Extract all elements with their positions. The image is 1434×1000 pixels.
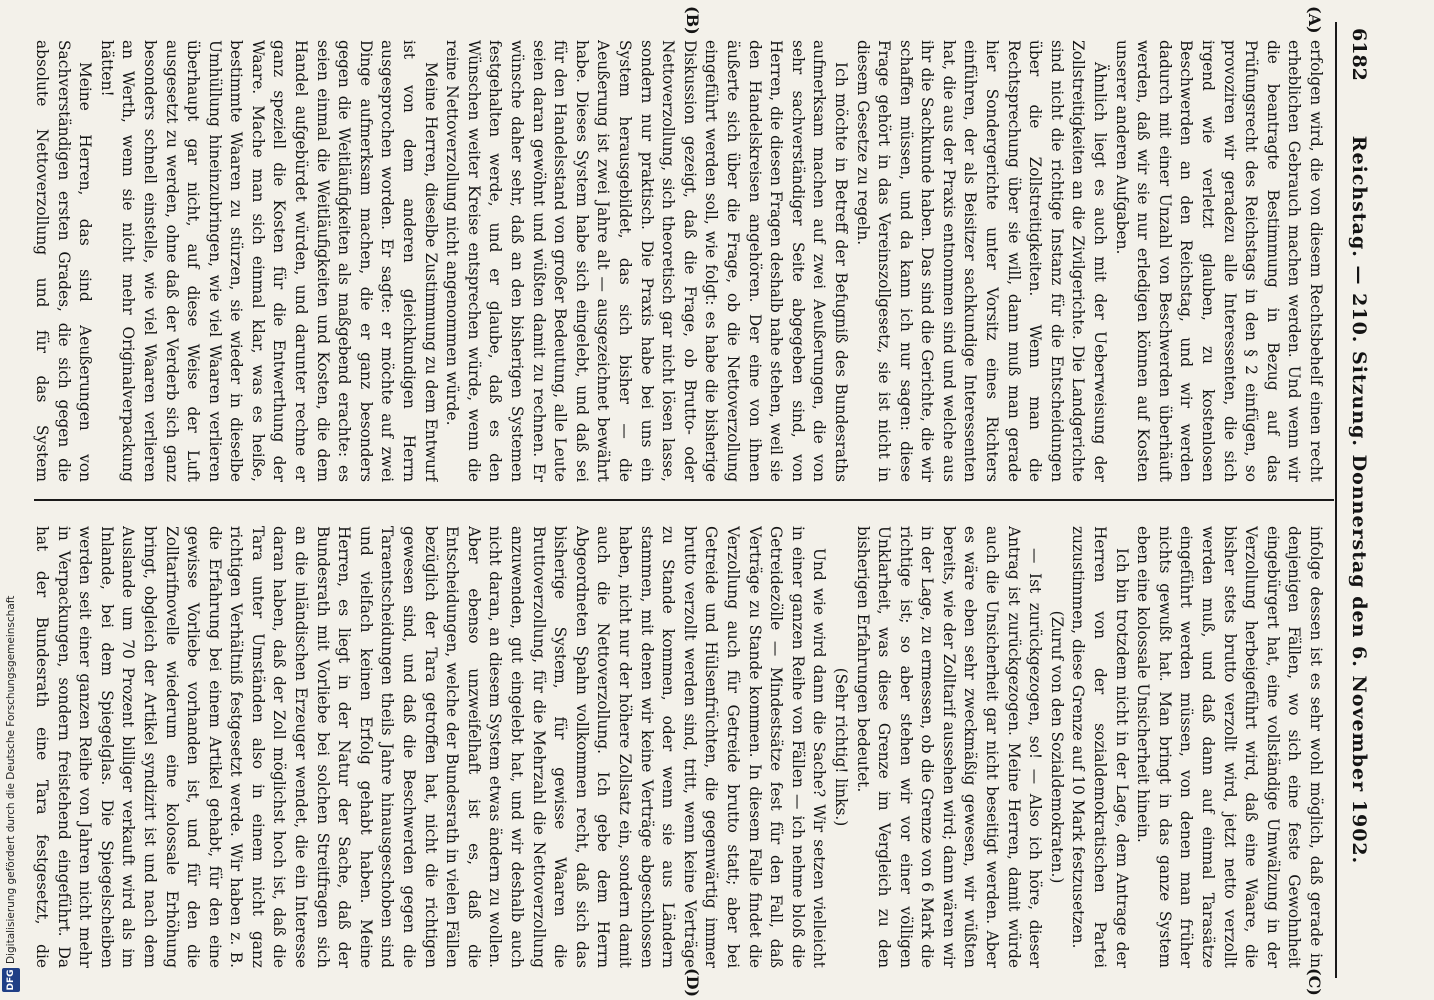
margin-marker-b: (B) xyxy=(683,6,702,35)
left-paragraph-3: Ich möchte in Betreff der Befugniß des Bundesraths aufmerksam machen auf zwei Aeußerungen, die von sehr sachverständiger Seite abgegeben sind, von Herren, die diesen Fragen deshalb nahe stehen, weil sie den Handelskreisen angehören. Der eine von ihnen äußerte sich über die Frage, ob die Nettoverzollung eingeführt werden soll, wie folgt: es habe die bisherige Diskussion gezeigt, daß die Frage, ob Brutto- oder Nettoverzollung, sich theoretisch gar nicht lösen lasse, sondern nur praktisch. Die Praxis habe bei uns ein System herausgebildet, das sich bisher — die Aeußerung ist zwei Jahre alt — ausgezeichnet bewährt habe. Dieses System habe sich eingelebt, und daß sei für den Handelsstand von großer Bedeutung, alle Leute seien daran gewöhnt und wüßten damit zu rechnen. Er wünsche daher sehr, daß an den bisherigen Systemen festgehalten werde, und er glaube, daß es den Wünschen weiter Kreise entsprechen würde, wenn die reine Nettoverzollung nicht angenommen würde. xyxy=(443,40,850,482)
digitization-credit xyxy=(4,595,18,994)
interjection-sehr-richtig: (Sehr richtig! links.) xyxy=(831,667,850,827)
dfg-logo-text: DFG xyxy=(6,969,16,991)
interjection-zuruf: (Zuruf von den Sozialdemokraten.) xyxy=(1047,610,1066,884)
margin-marker-c: (C) xyxy=(1305,968,1324,996)
header-rule xyxy=(1335,22,1337,978)
page-title: Reichstag. — 210. Sitzung. Donnerstag den 6. November 1902. xyxy=(1348,135,1370,865)
digitization-credit-text: Digitalisierung gefördert durch die Deutsche Forschungsgemeinschaft xyxy=(5,595,17,964)
page-header xyxy=(1344,28,1370,972)
dfg-logo xyxy=(2,968,20,992)
left-text-column xyxy=(30,40,1326,482)
right-paragraph-4: Und wie wird dann die Sache? Wir setzen vielleicht in einer ganzen Reihe von Fällen — ich nehme bloß die Getreidezölle — Mindestsätze fest für den Fall, daß Verträge zu Stande kommen. In diesem Falle findet die Verzollung auch für Getreide brutto statt; aber bei Getreide und Hülsenfrüchten, die gegenwärtig immer brutto verzollt werden sind, tritt, wenn keine Verträge zu Stande kommen, oder wenn sie aus Ländern stammen, mit denen wir keine Verträge abgeschlossen haben, nicht nur der höhere Zollsatz ein, sondern damit auch die Nettoverzollung. Ich gebe dem Herrn Abgeordneten Spahn vollkommen recht, daß sich das bisherige System, für gewisse Waaren die Bruttoverzollung, für die Mehrzahl die Nettoverzollung anzuwenden, gut eingelebt hat, und wir deshalb auch nicht daran, an diesem System etwas ändern zu wollen. Aber ebenso unzweifelhaft ist es, daß die Entscheidungen, welche der Bundesrath in vielen Fällen bezüglich der Tara getroffen hat, nicht die richtigen gewesen sind, und daß die Beschwerden gegen die Taraentscheidungen theils Jahre hinausgeschoben sind und vielfach keinen Erfolg gehabt haben. Meine Herren, es liegt in der Natur der Sache, daß der Bundesrath mit Vorliebe bei solchen Streitfragen sich an die inländischen Erzeuger wendet, die ein Interesse daran haben, daß der Zoll möglichst hoch ist, daß die Tara unter Umständen also in einem nicht ganz richtigen Verhältniß festgesetzt werde. Wir haben z. B. die Erfahrung bei einem Artikel gehabt, für den eine gewisse Vorliebe vorhanden ist, und für den die Zolltarifnovelle wiederum eine kolossale Erhöhung bringt, obgleich der Artikel syndizirt ist und nach dem Auslande um 70 Prozent billiger verkauft wird als im Inlande, bei dem Spiegelglas. Die Spiegelscheiben werden seit einer ganzen Reihe von Jahren nicht mehr in Verpackungen, sondern freistehend eingeführt. Da hat der Bundesrath eine Tara festgesetzt, die xyxy=(32,526,829,968)
right-text-column xyxy=(30,526,1326,968)
margin-marker-d: (D) xyxy=(683,968,702,998)
rotated-page-content xyxy=(2,0,1392,1000)
column-divider xyxy=(34,499,1334,501)
margin-marker-a: (A) xyxy=(1305,6,1324,34)
right-paragraph-1: infolge dessen ist es sehr wohl möglich, daß gerade in denjenigen Fällen, wo sich eine feste Gewohnheit eingebürgert hat, eine vollständige Umwälzung in der Verzollung herbeigeführt wird, daß eine Waare, die bisher stets brutto verzollt wird, jetzt netto verzollt werden muß, und daß dann auf einmal Tarasätze eingeführt werden müssen, von denen man früher nichts gewußt hat. Man bringt in das ganze System eben eine kolossale Unsicherheit hinein. xyxy=(1134,526,1325,968)
left-paragraph-2: Ähnlich liegt es auch mit der Ueberweisung der Zollstreitigkeiten an die Zivilgerichte. Die Landgerichte sind nicht die richtige Instanz für die Entscheidungen über die Zollstreitigkeiten. Wenn man die Rechtsprechung über sie will, dann muß man gerade hier Sondergerichte unter Vorsitz eines Richters einführen, der als Beisitzer sachkundige Interessenten hat, die aus der Praxis entnommen sind und welche aus ihr die Sachkunde haben. Das sind die Gerichte, die wir schaffen müssen, und da kann ich nur sagen: diese Frage gehört in das Vereinszollgesetz, sie ist nicht in diesem Gesetze zu regeln. xyxy=(853,40,1110,482)
left-paragraph-4: Meine Herren, dieselbe Zustimmung zu dem Entwurf ist von dem anderen gleichkundigen Herrn ausgesprochen worden. Er sagte: er möchte auf zwei Dinge aufmerksam machen, die er ganz besonders gegen die Weitläufigkeiten als maßgebend erachte: es seien einmal die Weitläufigkeiten und Kosten, die dem Handel aufgebürdet würden, und darunter rechne er ganz speziell die Kosten für die Entwerthung der Waare. Mache man sich einmal klar, was es heiße, bestimmte Waaren zu stürzen, sie wieder in dieselbe Umhüllung hineinzubringen, wie viel Waaren verlieren überhaupt gar nicht, auf diese Weise der Luft ausgesetzt zu werden, ohne daß der Verderb sich ganz besonders schnell einstelle, wie viel Waaren verlieren an Werth, wenn sie nicht mehr Originalverpackung hätten! xyxy=(97,40,440,482)
right-paragraph-3: — Ist zurückgezogen, so! — Also ich höre, dieser Antrag ist zurückgezogen. Meine Herren, damit würde auch die Unsicherheit gar nicht beseitigt werden. Aber es wäre eben sehr zweckmäßig gewesen, wir wüßten bereits, wie der Zolltarif aussehen wird; dann wären wir in der Lage, zu ermessen, ob die Grenze von 6 Mark die richtige ist; so aber stehen wir vor einer völligen Unklarheit, was diese Grenze im Vergleich zu den bisherigen Erfahrungen bedeutet. xyxy=(853,526,1045,968)
left-paragraph-5: Meine Herren, das sind Aeußerungen von Sachverständigen ersten Grades, die sich gegen die absolute Nettoverzollung und für das System xyxy=(32,40,95,482)
right-paragraph-2: Ich bin trotzdem nicht in der Lage, dem Antrage der Herren von der sozialdemokratischen Partei zuzustimmen, diese Grenze auf 10 Mark festzusetzen. xyxy=(1069,526,1131,968)
left-paragraph-1: erfolgen wird, die von diesem Rechtsbehelf einen recht erheblichen Gebrauch machen werden. Und wenn wir die beantragte Bestimmung in Bezug auf das Prüfungsrecht des Reichstags in den § 2 einfügen, so provoziren wir geradezu alle Interessenten, die sich irgend wie verletzt glauben, zu kostenlosen Beschwerden an den Reichstag, und wir werden dadurch mit einer Unzahl von Beschwerden überhäuft werden, daß wir sie nur erledigen können auf Kosten unserer anderen Aufgaben. xyxy=(1112,40,1325,482)
page-number: 6182 xyxy=(1348,28,1370,81)
